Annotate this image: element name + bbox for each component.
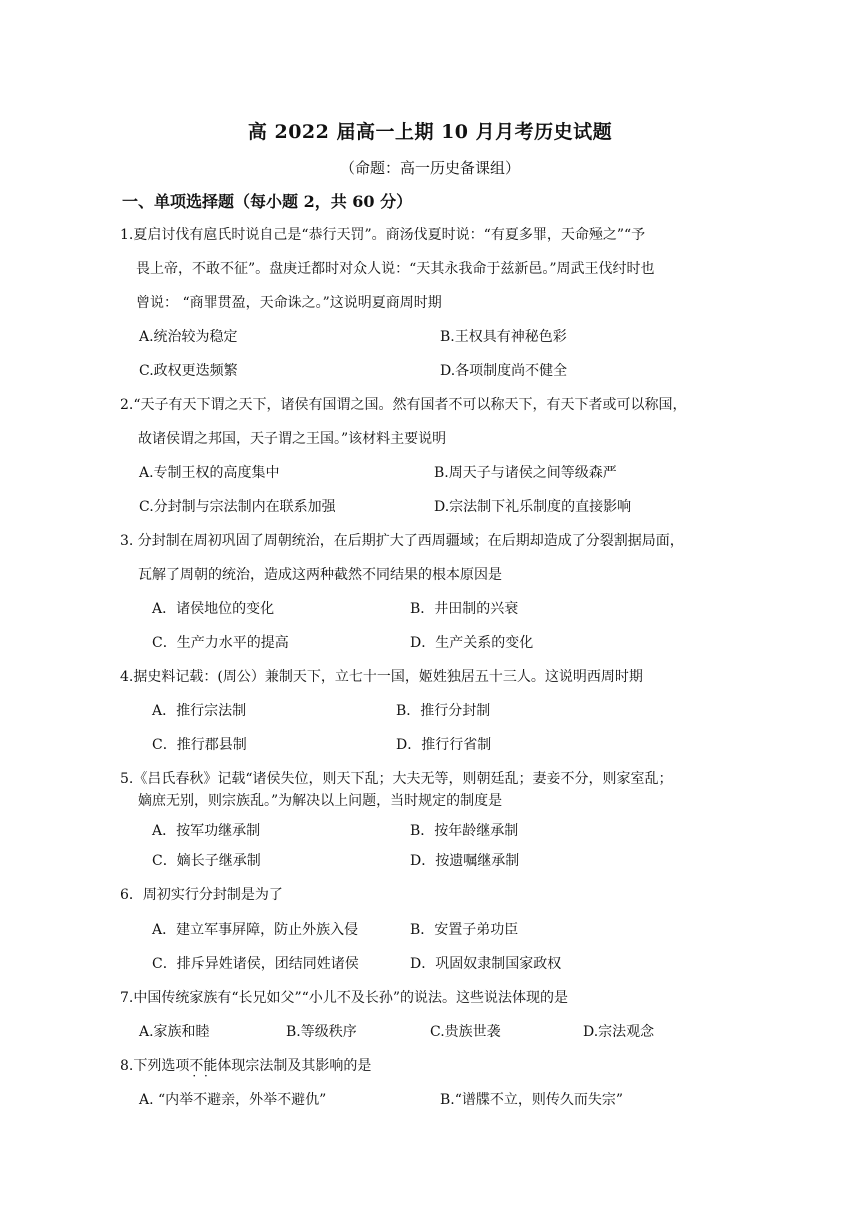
question-7-option-c[interactable]: C.贵族世袭 [430,1024,501,1040]
question-5-option-d[interactable]: D．按遗嘱继承制 [410,853,520,869]
question-1-option-d[interactable]: D.各项制度尚不健全 [440,363,568,379]
question-2-option-b[interactable]: B.周天子与诸侯之间等级森严 [434,465,617,481]
question-8-emphasis: 不能 · · [189,1058,217,1074]
question-2-line-1: 2.“天子有天下谓之天下，诸侯有国谓之国。然有国者不可以称天下，有天下者或可以称国， [120,397,687,413]
question-5-option-a[interactable]: A．按军功继承制 [152,823,261,839]
question-8-option-a[interactable]: A. “内举不避亲，外举不避仇” [139,1092,327,1108]
question-3-option-a[interactable]: A．诸侯地位的变化 [152,601,275,617]
question-5-line-2: 嫡庶无别，则宗族乱。”为解决以上问题，当时规定的制度是 [138,793,503,809]
question-3-line-1: 3. 分封制在周初巩固了周朝统治，在后期扩大了西周疆域；在后期却造成了分裂割据局面， [120,533,684,549]
question-6-option-a[interactable]: A．建立军事屏障，防止外族入侵 [152,922,359,938]
question-6-option-d[interactable]: D．巩固奴隶制国家政权 [410,956,562,972]
question-6-line-1: 6．周初实行分封制是为了 [120,887,283,903]
question-1-line-3: 曾说： “商罪贯盈，天命诛之。”这说明夏商周时期 [136,295,442,311]
question-4-line-1: 4.据史料记载：(周公）兼制天下，立七十一国，姬姓独居五十三人。这说明西周时期 [120,669,643,685]
question-5-line-1: 5.《吕氏春秋》记载“诸侯失位，则天下乱；大夫无等，则朝廷乱；妻妾不分，则家室乱； [120,771,673,787]
question-7-line-1: 7.中国传统家族有“长兄如父”“小儿不及长孙”的说法。这些说法体现的是 [120,990,568,1006]
question-7-option-b[interactable]: B.等级秩序 [286,1024,357,1040]
section-heading: 一、单项选择题（每小题 2，共 60 分） [122,192,413,211]
question-2-option-d[interactable]: D.宗法制下礼乐制度的直接影响 [434,499,632,515]
question-8-text-after: 体现宗法制及其影响的是 [217,1058,372,1074]
question-7-option-d[interactable]: D.宗法观念 [583,1024,655,1040]
question-3-option-c[interactable]: C．生产力水平的提高 [152,635,289,651]
question-2-line-2: 故诸侯谓之邦国，天子谓之王国。”该材料主要说明 [138,431,447,447]
question-8-option-b[interactable]: B.“谱牒不立，则传久而失宗” [440,1092,624,1108]
question-4-option-c[interactable]: C．推行郡县制 [152,737,247,753]
page-title: 高 2022 届高一上期 10 月月考历史试题 [247,121,613,143]
question-1-line-1: 1.夏启讨伐有扈氏时说自己是“恭行天罚”。商汤伐夏时说：“有夏多罪，天命殛之”“予 [120,227,646,243]
question-1-option-a[interactable]: A.统治较为稳定 [139,329,238,345]
question-3-option-b[interactable]: B．井田制的兴衰 [410,601,519,617]
question-3-line-2: 瓦解了周朝的统治，造成这两种截然不同结果的根本原因是 [138,567,502,583]
question-8-line-1 [120,1055,371,1075]
question-4-option-d[interactable]: D．推行行省制 [396,737,492,753]
question-4-option-b[interactable]: B．推行分封制 [396,703,491,719]
question-1-option-b[interactable]: B.王权具有神秘色彩 [440,329,567,345]
question-5-option-c[interactable]: C．嫡长子继承制 [152,853,261,869]
question-4-option-a[interactable]: A．推行宗法制 [152,703,247,719]
question-6-option-b[interactable]: B．安置子弟功臣 [410,922,519,938]
question-1-option-c[interactable]: C.政权更迭频繁 [139,363,238,379]
question-1-line-2: 畏上帝，不敢不征”。盘庚迁都时对众人说：“天其永我命于兹新邑。”周武王伐纣时也 [136,261,655,277]
question-8-text-before: 8.下列选项 [120,1058,190,1074]
question-5-option-b[interactable]: B．按年龄继承制 [410,823,519,839]
question-6-option-c[interactable]: C．排斥异姓诸侯，团结同姓诸侯 [152,956,359,972]
page-subtitle: （命题：高一历史备课组） [339,159,520,177]
question-2-option-a[interactable]: A.专制王权的高度集中 [139,465,280,481]
question-7-option-a[interactable]: A.家族和睦 [139,1024,210,1040]
question-3-option-d[interactable]: D．生产关系的变化 [410,635,534,651]
question-2-option-c[interactable]: C.分封制与宗法制内在联系加强 [139,499,336,515]
